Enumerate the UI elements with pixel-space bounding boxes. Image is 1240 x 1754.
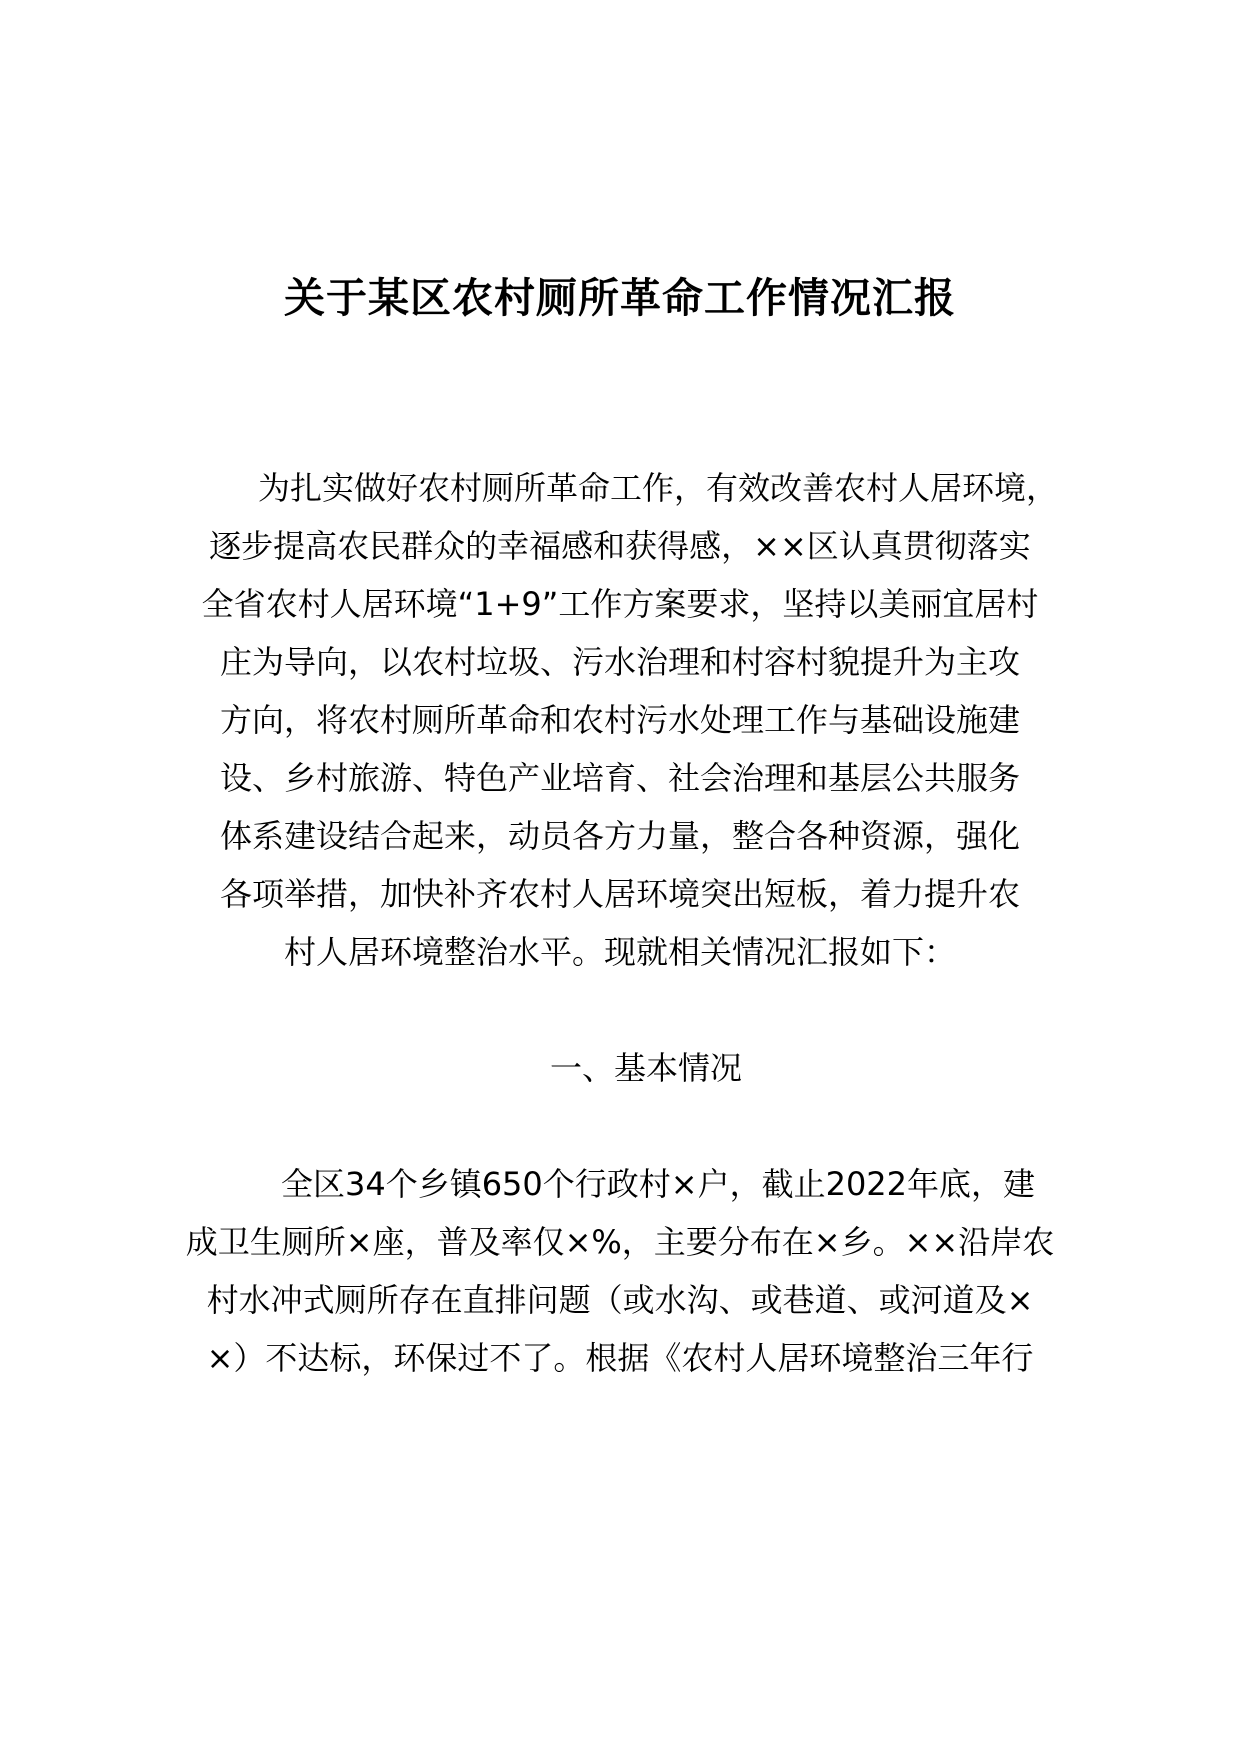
section-line-3: 村水冲式厕所存在直排问题（或水沟、或巷道、或河道及× [206,1281,1034,1319]
intro-line-1: 为扎实做好农村厕所革命工作，有效改善农村人居环境， [257,469,1058,507]
intro-line-2: 逐步提高农民群众的幸福感和获得感，××区认真贯彻落实 [209,527,1031,565]
document-title: 关于某区农村厕所革命工作情况汇报 [284,274,956,322]
section-line-4: ×）不达标，环保过不了。根据《农村人居环境整治三年行 [206,1339,1034,1377]
section-heading: 一、基本情况 [550,1049,743,1087]
intro-line-7: 体系建设结合起来，动员各方力量，整合各种资源，强化 [219,817,1020,855]
intro-line-9: 村人居环境整治水平。现就相关情况汇报如下： [283,933,956,971]
intro-line-3: 全省农村人居环境“1+9”工作方案要求，坚持以美丽宜居村 [201,585,1039,623]
intro-line-8: 各项举措，加快补齐农村人居环境突出短板，着力提升农 [219,875,1020,913]
intro-line-6: 设、乡村旅游、特色产业培育、社会治理和基层公共服务 [219,759,1020,797]
section-line-2: 成卫生厕所×座，普及率仅×%，主要分布在×乡。××沿岸农 [185,1223,1055,1261]
intro-line-5: 方向，将农村厕所革命和农村污水处理工作与基础设施建 [219,701,1020,739]
intro-line-4: 庄为导向，以农村垃圾、污水治理和村容村貌提升为主攻 [219,643,1020,681]
section-line-1: 全区34个乡镇650个行政村×户，截止2022年底，建 [280,1165,1036,1203]
